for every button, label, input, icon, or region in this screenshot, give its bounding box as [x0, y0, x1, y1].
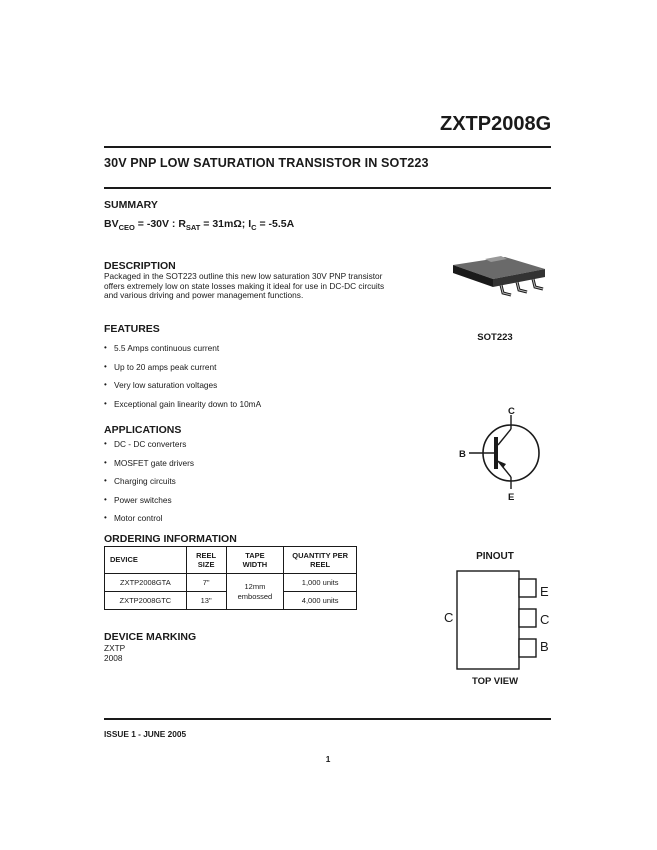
application-item: • Charging circuits	[104, 476, 404, 495]
pnp-transistor-symbol	[455, 403, 550, 503]
rsat-value: = 31mΩ; I	[200, 218, 252, 230]
features-heading: FEATURES	[104, 323, 160, 335]
pinout-diagram	[440, 568, 540, 672]
applications-list	[104, 439, 404, 532]
feature-item: • Very low saturation voltages	[104, 380, 404, 399]
page-number: 1	[325, 754, 331, 764]
table-row	[105, 574, 357, 592]
bv-value: = -30V : R	[134, 218, 186, 230]
part-number: ZXTP2008G	[440, 113, 552, 135]
summary-line	[104, 218, 294, 232]
title-rule	[104, 187, 551, 189]
collector-label: C	[508, 406, 515, 417]
pinout-tab-label: C	[444, 610, 454, 625]
features-list	[104, 343, 404, 417]
description-line: offers extremely low on state losses making it ideal for use in DC-DC circuits	[104, 280, 385, 291]
summary-heading: SUMMARY	[104, 199, 158, 211]
description-heading: DESCRIPTION	[104, 260, 176, 272]
application-item: • MOSFET gate drivers	[104, 458, 404, 477]
tape-cell: 12mm embossed	[226, 574, 284, 610]
ordering-heading: ORDERING INFORMATION	[104, 533, 237, 545]
feature-item: • Exceptional gain linearity down to 10mA	[104, 399, 404, 418]
marking-line: ZXTP	[104, 643, 126, 653]
marking-line: 2008	[104, 653, 123, 663]
device-cell: ZXTP2008GTC	[105, 592, 187, 610]
top-rule	[104, 146, 551, 148]
feature-item: • 5.5 Amps continuous current	[104, 343, 404, 362]
marking-heading: DEVICE MARKING	[104, 631, 197, 643]
col-device: DEVICE	[105, 547, 187, 574]
bv-label: BV	[104, 218, 119, 230]
pinout-pin-e: E	[540, 584, 549, 599]
application-item: • DC - DC converters	[104, 439, 404, 458]
reel-cell: 7"	[186, 574, 226, 592]
ic-sub: C	[251, 223, 257, 232]
issue-label: ISSUE 1 - JUNE 2005	[104, 729, 187, 739]
table-header-row	[105, 547, 357, 574]
reel-cell: 13"	[186, 592, 226, 610]
ic-value: = -5.5A	[256, 218, 295, 230]
pinout-pin-b: B	[540, 639, 549, 654]
feature-item: • Up to 20 amps peak current	[104, 362, 404, 381]
description-line: Packaged in the SOT223 outline this new low saturation 30V PNP transistor	[104, 271, 383, 281]
application-item: • Motor control	[104, 513, 404, 532]
description-line: and various driving and power management functions.	[104, 290, 304, 301]
sot223-package-image	[445, 255, 555, 305]
col-reel-size: REEL SIZE	[186, 547, 226, 574]
bv-sub: CEO	[118, 223, 135, 232]
ordering-table	[104, 546, 357, 610]
package-label: SOT223	[477, 332, 513, 343]
base-label: B	[459, 449, 466, 460]
quantity-cell: 1,000 units	[284, 574, 357, 592]
application-item: • Power switches	[104, 495, 404, 514]
device-cell: ZXTP2008GTA	[105, 574, 187, 592]
col-tape-width: TAPE WIDTH	[226, 547, 284, 574]
description-text	[104, 272, 434, 301]
top-view-label: TOP VIEW	[471, 676, 519, 687]
applications-heading: APPLICATIONS	[104, 424, 182, 436]
emitter-label: E	[508, 492, 515, 503]
rsat-sub: SAT	[185, 223, 201, 232]
quantity-cell: 4,000 units	[284, 592, 357, 610]
pinout-heading: PINOUT	[476, 551, 514, 562]
footer-rule	[104, 718, 551, 720]
col-quantity: QUANTITY PER REEL	[284, 547, 357, 574]
page-title: 30V PNP LOW SATURATION TRANSISTOR IN SOT223	[104, 156, 429, 170]
pinout-pin-c: C	[540, 612, 550, 627]
